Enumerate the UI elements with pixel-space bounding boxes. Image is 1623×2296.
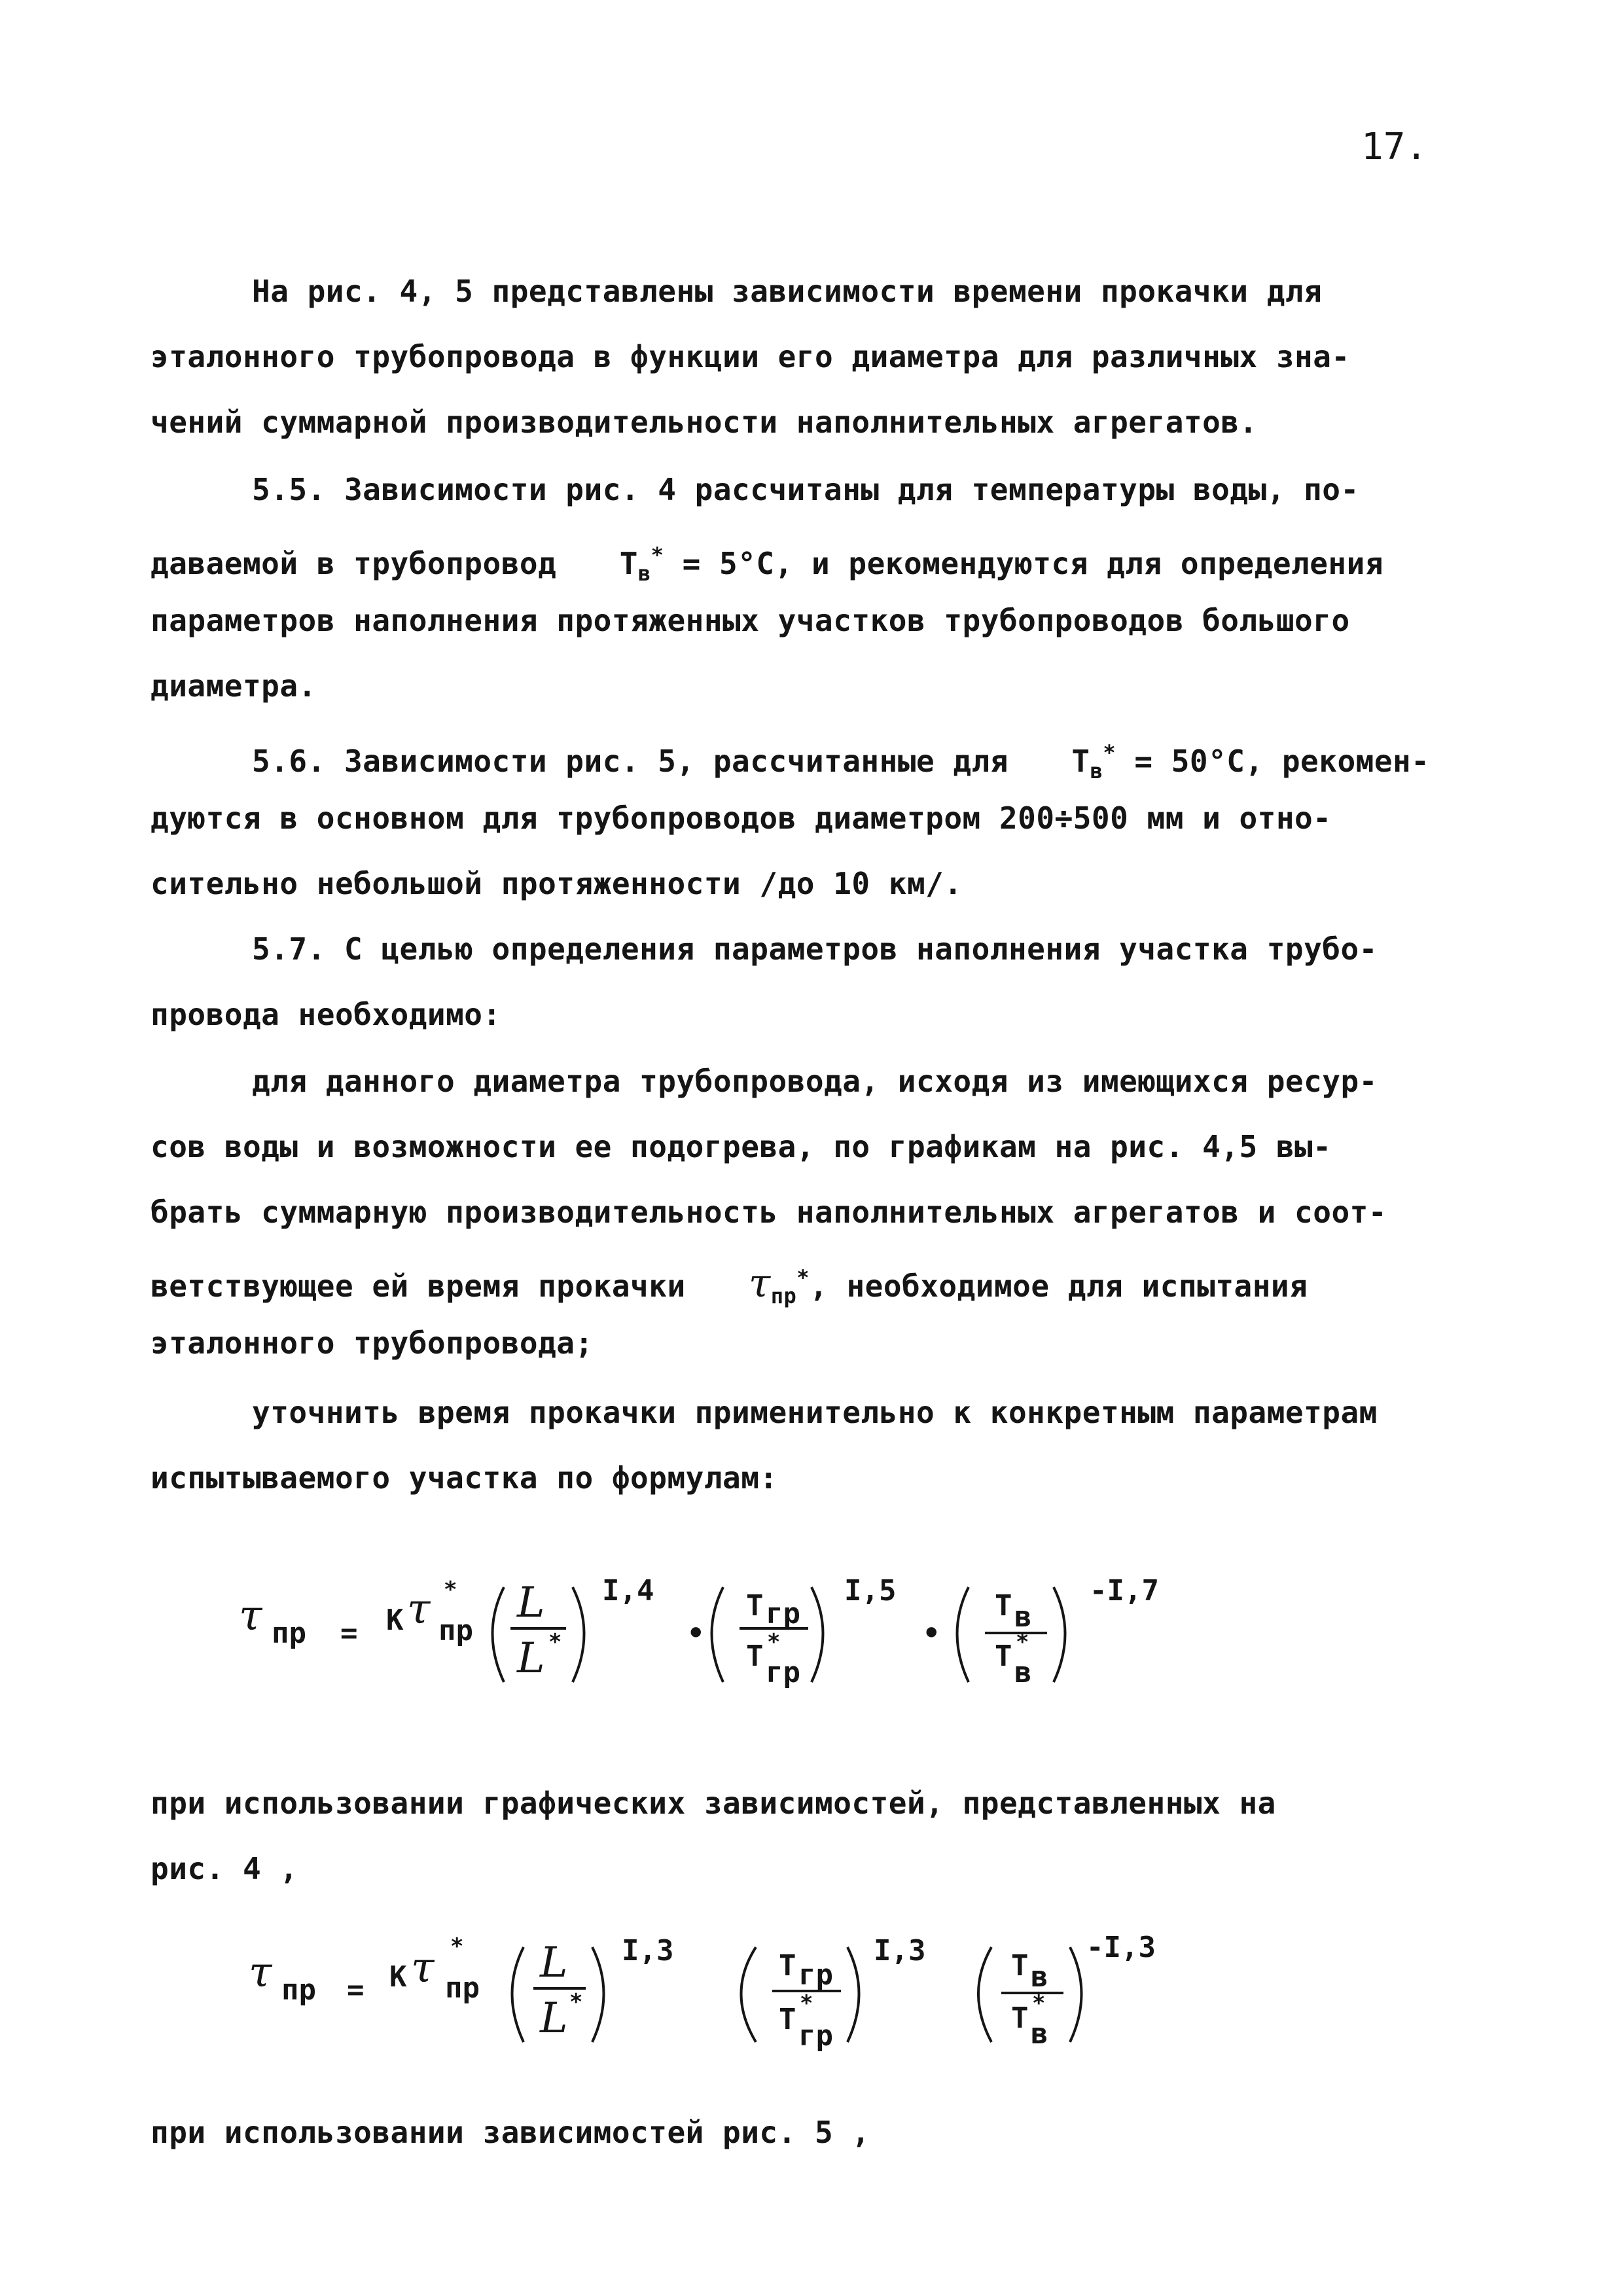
svg-text:пр: пр bbox=[272, 1617, 306, 1650]
svg-text:T: T bbox=[1011, 1949, 1029, 1982]
symbol-t-v-star: $T_в^*$ bbox=[1071, 740, 1116, 783]
svg-text:T: T bbox=[779, 2003, 796, 2036]
text-line: диаметра. bbox=[151, 668, 317, 704]
svg-text:T: T bbox=[995, 1640, 1012, 1673]
text-line: параметров наполнения протяженных участков трубопроводов большого bbox=[151, 603, 1350, 638]
formula-2 bbox=[236, 1911, 1479, 2062]
svg-text:*: * bbox=[767, 1629, 781, 1655]
symbol-tau-pr-star: $\tau_{пр}^*$ bbox=[749, 1261, 810, 1308]
svg-text:*: * bbox=[444, 1577, 457, 1603]
svg-text:T: T bbox=[746, 1589, 764, 1623]
text-line: эталонного трубопровода в функции его диаметра для различных зна- bbox=[151, 339, 1350, 374]
text-line: чений суммарной производительности наполнительных агрегатов. bbox=[151, 404, 1258, 440]
svg-text:К: К bbox=[389, 1960, 407, 1994]
svg-text:гр: гр bbox=[798, 1958, 833, 1992]
svg-text:гр: гр bbox=[766, 1656, 800, 1689]
svg-text:К: К bbox=[386, 1604, 404, 1637]
text-line: 5.7. С целью определения параметров наполнения участка трубо- bbox=[252, 931, 1378, 967]
svg-text:*: * bbox=[569, 1989, 583, 2015]
svg-text:T: T bbox=[1011, 2001, 1029, 2035]
text-line: На рис. 4, 5 представлены зависимости времени прокачки для bbox=[252, 274, 1323, 309]
svg-text:=: = bbox=[347, 1973, 365, 2007]
text-line bbox=[151, 535, 1383, 593]
svg-text:пр: пр bbox=[281, 1973, 316, 2007]
text-line: провода необходимо: bbox=[151, 997, 501, 1032]
text-fragment: = 50°С, рекомен- bbox=[1134, 744, 1430, 779]
text-line: дуются в основном для трубопроводов диаметром 200÷500 мм и отно- bbox=[151, 800, 1332, 836]
svg-text:*: * bbox=[1016, 1629, 1029, 1655]
svg-text:τ: τ bbox=[411, 1944, 435, 1992]
svg-text:гр: гр bbox=[798, 2019, 833, 2053]
svg-text:-I,3: -I,3 bbox=[1086, 1931, 1156, 1964]
svg-text:*: * bbox=[1032, 1990, 1046, 2017]
text-line: при использовании зависимостей рис. 5 , bbox=[151, 2115, 870, 2150]
text-line: сов воды и возможности ее подогрева, по графикам на рис. 4,5 вы- bbox=[151, 1129, 1332, 1164]
svg-text:пр: пр bbox=[438, 1614, 473, 1647]
text-line: при использовании графических зависимостей, представленных на bbox=[151, 1785, 1276, 1821]
svg-text:в: в bbox=[1031, 1960, 1048, 1994]
tau-symbol: τ bbox=[249, 1948, 272, 1997]
text-line: испытываемого участка по формулам: bbox=[151, 1460, 778, 1496]
svg-text:T: T bbox=[746, 1640, 764, 1673]
svg-text:в: в bbox=[1014, 1656, 1032, 1689]
text-line: рис. 4 , bbox=[151, 1851, 298, 1886]
text-fragment: ветствующее ей время прокачки bbox=[151, 1268, 686, 1304]
svg-text:в: в bbox=[1014, 1600, 1032, 1634]
svg-text:пр: пр bbox=[445, 1971, 480, 2005]
svg-text:T: T bbox=[995, 1589, 1012, 1623]
text-line: ветствующее ей время прокачки $\tau_{пр}^*$, необходимое для испытания bbox=[151, 1261, 1308, 1308]
svg-text:L: L bbox=[517, 1634, 545, 1683]
formula-2-graphic bbox=[236, 1911, 1479, 2068]
text-line: сительно небольшой протяженности /до 10 км/. bbox=[151, 866, 963, 901]
svg-text:-I,7: -I,7 bbox=[1090, 1574, 1159, 1607]
svg-text:L: L bbox=[540, 1939, 568, 1987]
svg-text:*: * bbox=[800, 1990, 813, 2017]
svg-text:*: * bbox=[450, 1933, 464, 1960]
formula-1 bbox=[236, 1551, 1479, 1702]
text-fragment: 5.6. Зависимости рис. 5, рассчитанные для bbox=[252, 744, 1008, 779]
text-line: брать суммарную производительность наполнительных агрегатов и соот- bbox=[151, 1194, 1387, 1230]
text-fragment: необходимое для испытания bbox=[846, 1268, 1308, 1304]
svg-text:•: • bbox=[687, 1617, 705, 1650]
text-fragment: = 5°С, и рекомендуются для определения bbox=[682, 546, 1384, 581]
text-line bbox=[252, 733, 1429, 791]
svg-text:T: T bbox=[779, 1949, 796, 1982]
svg-text:L: L bbox=[517, 1579, 545, 1627]
svg-text:I,3: I,3 bbox=[622, 1934, 674, 1967]
svg-text:*: * bbox=[548, 1629, 562, 1655]
text-fragment: даваемой в трубопровод bbox=[151, 546, 557, 581]
svg-text:I,3: I,3 bbox=[874, 1934, 926, 1967]
svg-text:=: = bbox=[340, 1617, 358, 1650]
svg-text:τ: τ bbox=[407, 1585, 431, 1634]
page-number: 17. bbox=[1361, 126, 1428, 168]
svg-text:I,4: I,4 bbox=[602, 1574, 654, 1607]
svg-text:гр: гр bbox=[766, 1597, 800, 1630]
svg-text:•: • bbox=[923, 1617, 940, 1650]
symbol-t-v-star: $T_в^*$ bbox=[619, 543, 664, 586]
formula-1-graphic bbox=[236, 1551, 1479, 1708]
tau-symbol: τ bbox=[239, 1592, 262, 1640]
text-line: эталонного трубопровода; bbox=[151, 1325, 594, 1361]
text-line: для данного диаметра трубопровода, исходя из имеющихся ресур- bbox=[252, 1064, 1378, 1099]
text-line: уточнить время прокачки применительно к конкретным параметрам bbox=[252, 1395, 1378, 1430]
svg-text:L: L bbox=[540, 1994, 568, 2043]
text-line: 5.5. Зависимости рис. 4 рассчитаны для температуры воды, по- bbox=[252, 472, 1359, 507]
svg-text:I,5: I,5 bbox=[844, 1574, 897, 1607]
svg-text:в: в bbox=[1031, 2017, 1048, 2051]
